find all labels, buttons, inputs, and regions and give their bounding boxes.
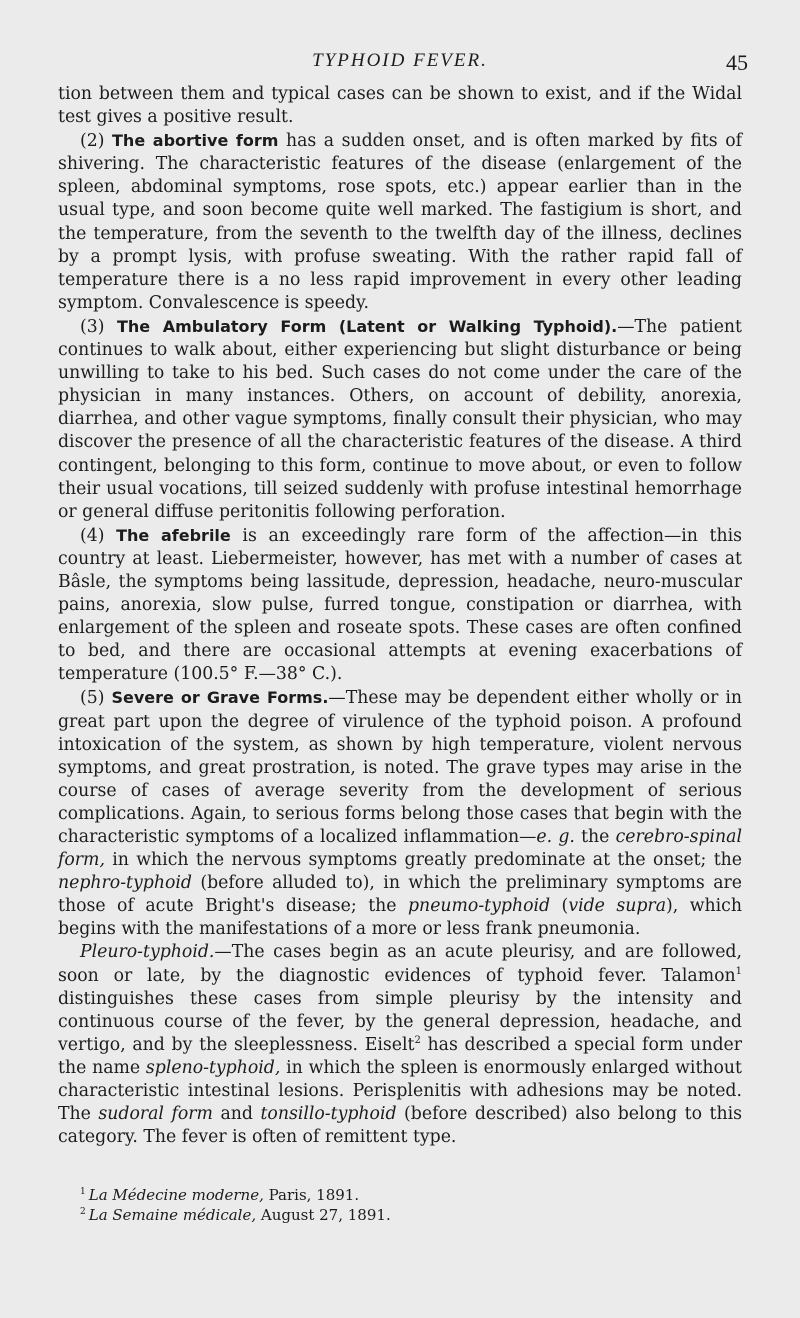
page-number: 45 [726, 50, 748, 75]
section-number: (3) [80, 316, 105, 337]
paragraph-text: ), which begins with the manifestations of a more or less frank pneumonia. [58, 896, 742, 940]
paragraph-text: in which the spleen is enormously enlarged without characteristic intestinal lesions. Perisplenitis with adhesions may be noted. The [58, 1057, 742, 1125]
section-number: (4) [80, 525, 105, 546]
footnote-title: La Médecine moderne, [88, 1186, 264, 1204]
section-number: (5) [80, 688, 105, 709]
paragraph-continuation [58, 83, 742, 129]
paragraph-text: has a sudden onset, and is often marked by fits of shivering. The characteristic features of the disease (enlargement of the spleen, abdominal symptoms, rose spots, etc.) appear earlier than in the usual type, and soon become quite well marked. The fastigium is short, and the temperature, from the seventh to the twelfth day of the illness, declines by a prompt lysis, with profuse sweating. With the rather rapid fall of temperature there is a no less rapid improvement in every other leading symptom. Convalescence is speedy. [58, 131, 743, 313]
section-heading: The afebrile [116, 525, 231, 545]
running-title: TYPHOID FEVER. [312, 50, 488, 71]
paragraph-ambulatory-form [58, 315, 742, 524]
footnote-ref: 2 [414, 1035, 421, 1047]
paragraph-severe-forms [58, 686, 742, 941]
footnote-mark: 1 [80, 1187, 86, 1197]
page-header [52, 50, 748, 80]
italic-term: spleno-typhoid, [145, 1057, 281, 1078]
footnotes [80, 1185, 680, 1225]
footnote [80, 1205, 680, 1225]
paragraph-text: is an exceedingly rare form of the affection—in this country at least. Liebermeister, however, has met with a number of cases at Bâsle, the symptoms being lassitude, depression, headache, neuro-muscular pains, anorexia, slow pulse, furred tongue, constipation or diarrhea, with enlargement of the spleen and roseate spots. These cases are often confined to bed, and there are occasional attempts at evening exacerbations of temperature (100.5° F.—38° C.). [58, 525, 743, 685]
paragraph-text: —The cases begin as an acute pleurisy, and are followed, soon or late, by the diagnostic evidences of typhoid fever. Talamon [58, 942, 742, 986]
italic-term: nephro-typhoid [58, 873, 192, 894]
body-text [58, 83, 742, 1149]
section-number: (2) [80, 131, 105, 152]
footnote [80, 1185, 680, 1205]
paragraph-text: the [574, 827, 616, 847]
italic-term: vide supra [568, 896, 666, 917]
italic-term: pneumo-typhoid [408, 896, 551, 917]
italic-term: tonsillo-typhoid [260, 1104, 397, 1125]
paragraph-text: (before alluded to), in which the preliminary symptoms are those of acute Bright's disease; the [58, 873, 742, 917]
section-heading: The abortive form [112, 131, 279, 151]
italic-term: e. g. [536, 827, 575, 847]
footnote-ref: 1 [735, 965, 742, 977]
paragraph-text: has described a special form under the name [58, 1034, 742, 1078]
footnote-text: August 27, 1891. [256, 1206, 391, 1224]
footnote-text: Paris, 1891. [263, 1186, 360, 1204]
paragraph-text: and [212, 1104, 261, 1125]
paragraph-text: —The patient continues to walk about, either experiencing but slight disturbance or being unwilling to take to his bed. Such cases do not come under the care of the physician in many instances. Others, on account of debility, anorexia, diarrhea, and other vague symptoms, finally consult their physician, who may discover the presence of all the characteristic features of the disease. A third contingent, belonging to this form, continue to move about, or even to follow their usual vocations, till seized suddenly with profuse intestinal hemorrhage or general diffuse peritonitis following perforation. [58, 316, 742, 522]
paragraph-text: —These may be dependent either wholly or in great part upon the degree of virulence of the typhoid poison. A profound intoxication of the system, as shown by high temperature, violent nervous symptoms, and great prostration, is noted. The grave types may arise in the course of cases of average severity from the development of serious complications. Again, to serious forms belong those cases that begin with the characteristic symptoms of a localized inflammation— [58, 688, 743, 847]
paragraph-text: tion between them and typical cases can be shown to exist, and if the Widal test gives a positive result. [58, 84, 742, 128]
paragraph-text: in which the nervous symptoms greatly predominate at the onset; the [104, 850, 742, 871]
paragraph-abortive-form [58, 129, 742, 315]
paragraph-afebrile-form [58, 524, 742, 687]
italic-term: sudoral form [98, 1104, 213, 1125]
italic-heading: Pleuro-typhoid. [80, 942, 215, 963]
footnote-title: La Semaine médicale, [88, 1206, 257, 1224]
paragraph-text: ( [550, 896, 569, 917]
footnote-mark: 2 [80, 1207, 86, 1217]
paragraph-text: distinguishes these cases from simple pleurisy by the intensity and continuous course of the fever, by the general depression, headache, and vertigo, and by the sleeplessness. Eiselt [58, 988, 742, 1055]
section-heading: Severe or Grave Forms. [111, 688, 329, 708]
italic-term: cerebro-spinal form, [58, 827, 743, 871]
paragraph-text: (before described) also belong to this category. The fever is often of remittent type. [58, 1104, 742, 1148]
paragraph-pleuro-typhoid [58, 941, 742, 1149]
section-heading: The Ambulatory Form (Latent or Walking Typhoid). [116, 316, 618, 336]
